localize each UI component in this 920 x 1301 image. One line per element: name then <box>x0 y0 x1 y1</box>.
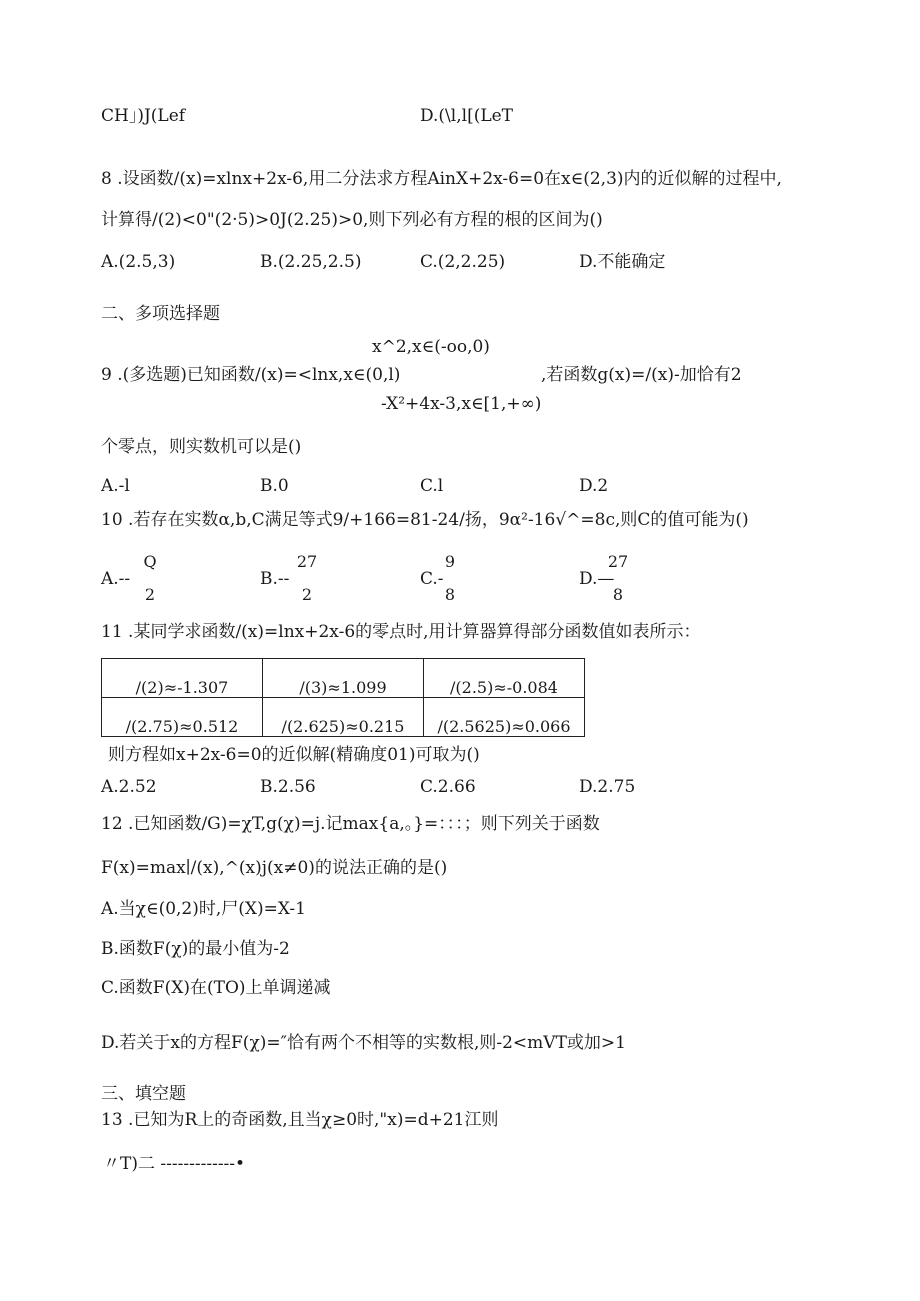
table-cell: /(2.5)≈-0.084 <box>424 659 585 698</box>
q10-option-b-numerator: 27 <box>296 552 318 571</box>
q9-option-d: D.2 <box>579 476 609 496</box>
q11-option-c: C.2.66 <box>420 777 476 797</box>
q9-option-b: B.0 <box>260 476 289 496</box>
q13-stem: 13 .已知为R上的奇函数,且当χ≥0时,"x)=d+21江则 <box>101 1110 499 1130</box>
q9-piece-1: x^2,x∈(-oo,0) <box>372 337 490 357</box>
q8-stem-line1: 8 .设函数/(x)=xlnx+2x-6,用二分法求方程AinX+2x-6=0在x∈(2,3)内的近似解的过程中, <box>101 169 782 189</box>
q10-option-b-prefix: B.-- <box>260 569 290 589</box>
q9-option-c: C.l <box>420 476 444 496</box>
section-heading-fill-in: 三、填空题 <box>101 1084 186 1104</box>
q11-stem-line2: 则方程如x+2x-6=0的近似解(精确度01)可取为() <box>108 745 480 765</box>
q11-option-b: B.2.56 <box>260 777 316 797</box>
q10-option-a-denominator: 2 <box>144 585 156 604</box>
table-cell: /(2)≈-1.307 <box>102 659 263 698</box>
table-cell: /(3)≈1.099 <box>263 659 424 698</box>
q9-option-a: A.-l <box>101 476 130 496</box>
q12-stem-line1: 12 .已知函数/G)=χT,g(χ)=j.记max{a,。}=：：：；则下列关于函数 <box>101 814 600 834</box>
q11-option-a: A.2.52 <box>101 777 157 797</box>
q9-stem-suffix: ,若函数g(x)=/(x)-加恰有2 <box>541 365 742 385</box>
table-cell: /(2.625)≈0.215 <box>263 698 424 737</box>
q11-option-d: D.2.75 <box>579 777 636 797</box>
table-cell: /(2.75)≈0.512 <box>102 698 263 737</box>
q9-piece-3: -X²+4x-3,x∈[1,+∞) <box>381 394 542 414</box>
q10-option-d-prefix: D.— <box>579 569 615 589</box>
q9-stem-prefix: 9 .(多选题)已知函数/(x)=<lnx,x∈(0,l) <box>101 365 401 385</box>
q8-option-a: A.(2.5,3) <box>101 252 176 272</box>
table-row <box>102 698 585 737</box>
q10-option-d-numerator: 27 <box>607 552 629 571</box>
q11-stem-line1: 11 .某同学求函数/(x)=lnx+2x-6的零点时,用计算器算得部分函数值如表所示： <box>101 622 701 642</box>
table-row <box>102 659 585 698</box>
q12-option-b: B.函数F(χ)的最小值为-2 <box>101 939 290 959</box>
function-value-table <box>101 658 585 737</box>
table-cell: /(2.5625)≈0.066 <box>424 698 585 737</box>
q10-option-a-numerator: Q <box>143 552 157 571</box>
q10-option-d-denominator: 8 <box>612 585 624 604</box>
q12-option-d: D.若关于x的方程F(χ)=″恰有两个不相等的实数根,则-2<mVT或加>1 <box>101 1033 626 1053</box>
q10-option-c-numerator: 9 <box>444 552 456 571</box>
q8-stem-line2: 计算得/(2)<0"(2·5)>0J(2.25)>0,则下列必有方程的根的区间为() <box>101 210 603 230</box>
q12-option-a: A.当χ∈(0,2)时,尸(X)=X-1 <box>101 899 306 919</box>
q13-answer-blank: 〃T)二 -------------• <box>103 1154 246 1174</box>
section-heading-multiple-choice: 二、多项选择题 <box>101 304 220 324</box>
q10-stem: 10 .若存在实数α,b,C满足等式9/+166=81-24/扬，9α²-16√^=8c,则C的值可能为() <box>101 510 749 530</box>
q10-option-a-prefix: A.-- <box>101 569 131 589</box>
q8-option-d: D.不能确定 <box>579 252 666 272</box>
q8-option-b: B.(2.25,2.5) <box>260 252 362 272</box>
q12-option-c: C.函数F(X)在(TO)上单调递减 <box>101 978 331 998</box>
q12-stem-line2: F(x)=max∣/(x),^(x)j(x≠0)的说法正确的是() <box>101 858 448 878</box>
q10-option-c-denominator: 8 <box>444 585 456 604</box>
q8-option-c: C.(2,2.25) <box>420 252 506 272</box>
q7-option-d: D.(\l,l[(LeT <box>420 106 514 126</box>
q10-option-b-denominator: 2 <box>301 585 313 604</box>
q9-stem-line2: 个零点，则实数机可以是() <box>101 437 302 457</box>
q7-option-c: CH」)J(Lef <box>101 106 186 126</box>
q10-option-c-prefix: C.- <box>420 569 444 589</box>
